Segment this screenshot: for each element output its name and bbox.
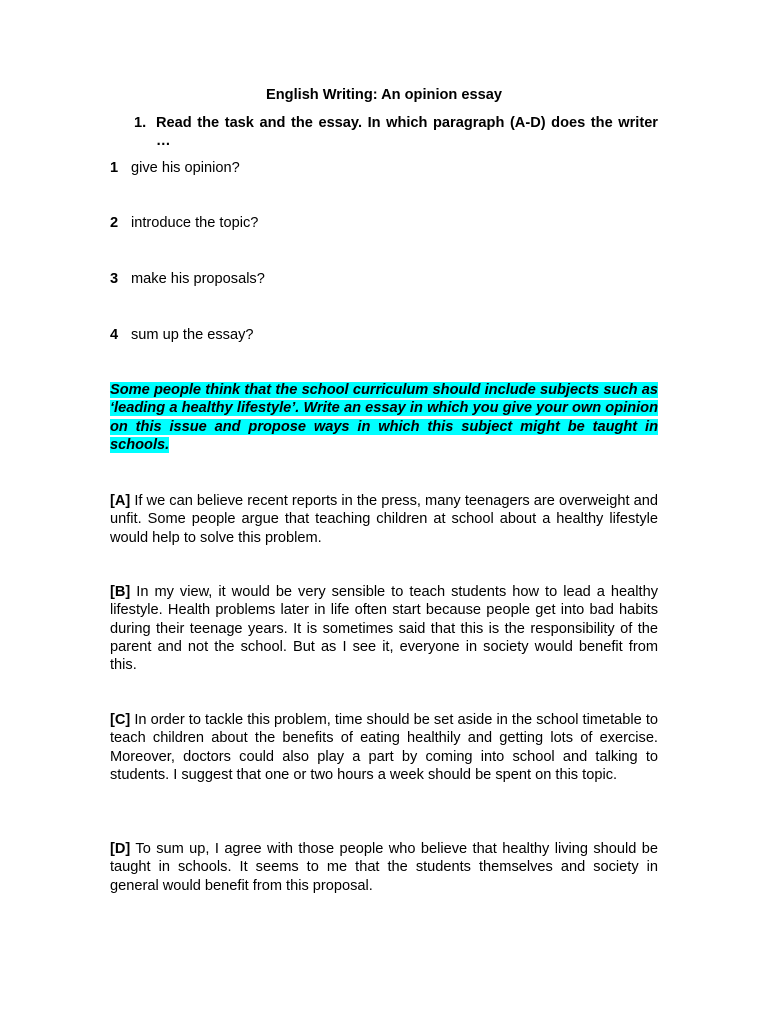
- question-number: 2: [110, 215, 119, 231]
- question-number: 1: [110, 160, 119, 176]
- paragraph-tag: [A]: [110, 493, 131, 509]
- paragraph-text: If we can believe recent reports in the press, many teenagers are overweight and unfit. Some people argue that teaching children at school about a healthy lifestyle would help to solve this problem.: [110, 493, 658, 546]
- question-item: [110, 326, 658, 344]
- paragraph-text: To sum up, I agree with those people who believe that healthy living should be taught in schools. It seems to me that the students themselves and society in general would benefit from this proposal.: [110, 841, 658, 894]
- paragraph-tag: [B]: [110, 584, 131, 600]
- instruction-number: 1.: [134, 115, 147, 131]
- paragraph-text: In order to tackle this problem, time should be set aside in the school timetable to teach children about the benefits of eating healthily and getting lots of exercise. Moreover, doctors could also play a part by coming into school and talking to students. I suggest that one or two hours a week should be spent on this topic.: [110, 712, 658, 783]
- question-text: introduce the topic?: [131, 215, 259, 231]
- paragraph-text: In my view, it would be very sensible to teach students how to lead a healthy lifestyle. Health problems later in life often start because people get into bad habits during their teenage years. It is sometimes said that this is the responsibility of the parent and not the school. But as I see it, everyone in society would benefit from this.: [110, 584, 658, 674]
- essay-paragraph-b: [110, 583, 658, 674]
- question-number: 3: [110, 271, 119, 287]
- paragraph-tag: [D]: [110, 841, 131, 857]
- question-item: [110, 270, 658, 288]
- instruction-text: Read the task and the essay. In which paragraph (A-D) does the writer …: [156, 115, 658, 150]
- question-number: 4: [110, 327, 119, 343]
- question-text: sum up the essay?: [131, 327, 254, 343]
- question-item: [110, 159, 658, 177]
- essay-task-text: Some people think that the school curriculum should include subjects such as ‘leading a healthy lifestyle’. Write an essay in which you give your own opinion on this issue and propose ways in which this subject might be taught in schools.: [110, 382, 658, 453]
- question-item: [110, 214, 658, 232]
- document-title: English Writing: An opinion essay: [266, 87, 502, 103]
- essay-task: [110, 381, 658, 454]
- essay-paragraph-d: [110, 840, 658, 895]
- question-text: make his proposals?: [131, 271, 265, 287]
- instruction: [110, 114, 658, 151]
- paragraph-tag: [C]: [110, 712, 131, 728]
- question-text: give his opinion?: [131, 160, 240, 176]
- essay-paragraph-c: [110, 711, 658, 784]
- essay-paragraph-a: [110, 492, 658, 547]
